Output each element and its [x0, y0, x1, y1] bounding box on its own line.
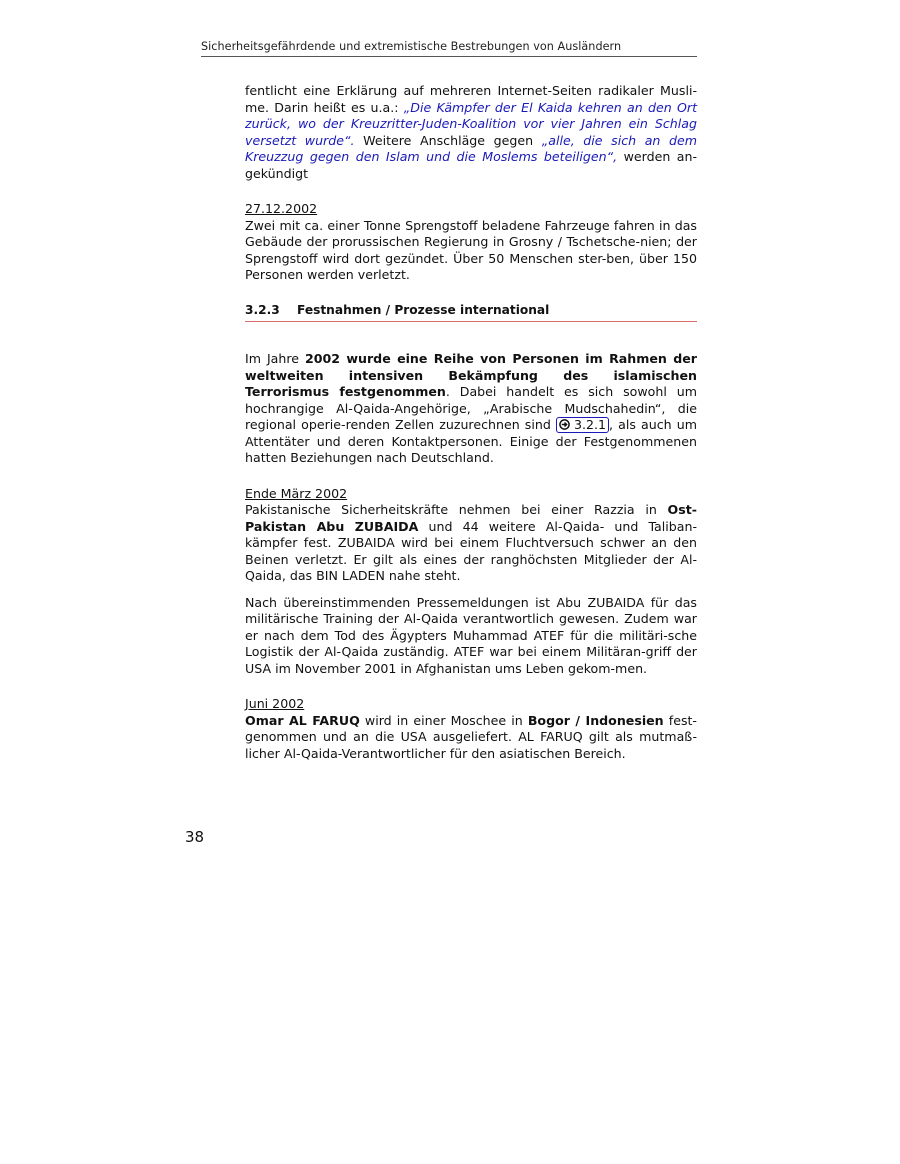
entry-date: 27.12.2002	[245, 201, 318, 216]
cross-reference-label: 3.2.1	[573, 417, 607, 432]
paragraph-declaration	[245, 83, 697, 182]
text-run: Pakistanische Sicherheitskräfte nehmen bei einer Razzia in	[245, 502, 668, 517]
right-arrow-circle-icon	[559, 419, 570, 430]
text-run: wird in einer Moschee in	[359, 712, 528, 728]
page-body	[245, 83, 697, 762]
entry-juni-2002	[245, 696, 697, 762]
entry-27-12-2002	[245, 201, 697, 284]
text-run: und 44 weitere Al-Qaida- und Taliban-kämpfer fest. ZUBAIDA wird bei einem Fluchtversuch schwer an den Beinen verletzt. Er gilt als eines der ranghöchsten Mitglieder der Al-Qaida, das BIN LADEN nahe steht.	[245, 518, 697, 583]
cross-reference-link[interactable]	[556, 417, 609, 433]
text-run: werden an-gekündigt	[245, 149, 697, 181]
entry-text	[245, 502, 697, 585]
entry-text	[245, 713, 697, 763]
running-header: Sicherheitsgefährdende und extremistische Bestrebungen von Ausländern	[201, 40, 697, 57]
bold-run: Ost-Pakistan Abu ZUBAIDA	[245, 502, 697, 534]
entry-date: Juni 2002	[245, 696, 305, 711]
entry-ende-maerz-2002	[245, 486, 697, 678]
bold-run: Bogor / Indonesien	[527, 712, 664, 728]
text-run: Im Jahre	[245, 351, 305, 366]
section-heading	[245, 302, 697, 323]
page-number: 38	[185, 828, 205, 846]
entry-text-continued: Nach übereinstimmenden Pressemeldungen ist Abu ZUBAIDA für das militärische Training der Al-Qaida verantwortlich gewesen. Zudem war er nach dem Tod des Ägypters Muhammad ATEF für die militäri-sche Logistik der Al-Qaida zuständig. ATEF war bei einem Militäran-griff der USA im November 2001 in Afghanistan ums Leben gekom-men.	[245, 594, 697, 676]
text-run: Weitere Anschläge gegen	[354, 132, 542, 148]
bold-run: Omar AL FARUQ	[245, 712, 360, 728]
quote-1: „Die Kämpfer der El Kaida kehren an den Ort zurück, wo der Kreuzritter-Juden-Koalition vor vier Jahren ein Schlag versetzt wurde“.	[245, 99, 698, 148]
entry-text: Zwei mit ca. einer Tonne Sprengstoff beladene Fahrzeuge fahren in das Gebäude der prorussischen Regierung in Grosny / Tschetsche-nien; der Sprengstoff wird dort gezündet. Über 50 Menschen ster-ben, über 150 Personen werden verletzt.	[245, 217, 697, 282]
section-title: Festnahmen / Prozesse international	[297, 302, 550, 317]
text-run: . Dabei handelt es sich sowohl um hochrangige Al-Qaida-Angehörige, „Arabische Mudschahedin“, die regional operie-renden Zellen zuzurechnen sind	[245, 384, 697, 432]
bold-run: 2002 wurde eine Reihe von Personen im Rahmen der weltweiten intensiven Bekämpfung des islamischen Terrorismus festgenommen	[245, 351, 697, 399]
text-run: fentlicht eine Erklärung auf mehreren Internet-Seiten radikaler Musli-me. Darin heißt es u.a.:	[245, 83, 697, 115]
section-number: 3.2.3	[245, 302, 280, 317]
paragraph-intro	[245, 351, 697, 467]
entry-date: Ende März 2002	[245, 485, 348, 501]
text-run: , als auch um Attentäter und deren Kontaktpersonen. Einige der Festgenommenen hatten Beziehungen nach Deutschland.	[245, 417, 697, 465]
text-run: fest-genommen und an die USA ausgeliefert. AL FARUQ gilt als mutmaß-licher Al-Qaida-Verantwortlicher für den asiatischen Bereich.	[245, 712, 697, 761]
quote-2: „alle, die sich an dem Kreuzzug gegen den Islam und die Moslems beteiligen“,	[245, 132, 697, 164]
